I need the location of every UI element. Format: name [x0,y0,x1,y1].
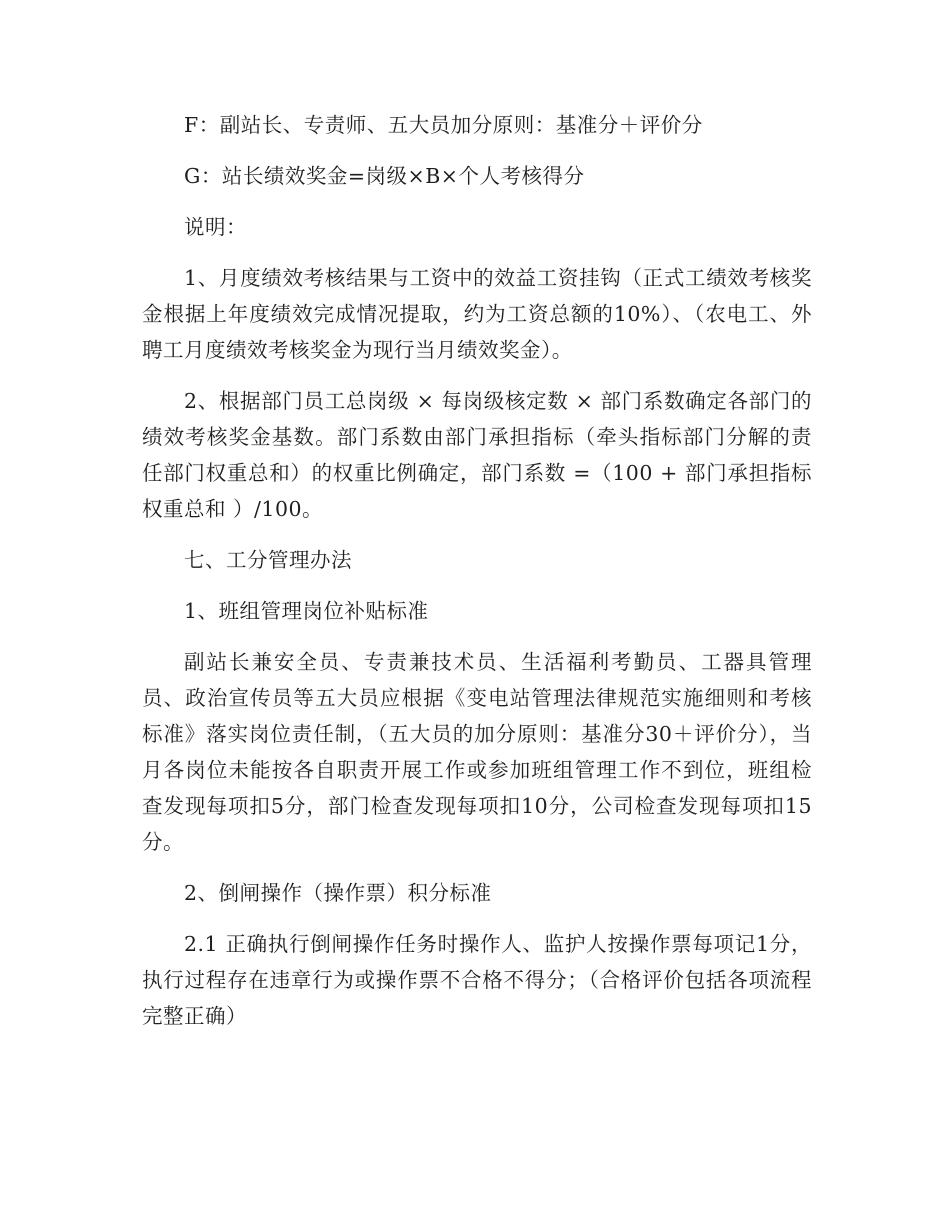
subsection-1-paragraph: 副站长兼安全员、专责兼技术员、生活福利考勤员、工器具管理员、政治宣传员等五大员应根据《变电站管理法律规范实施细则和考核标准》落实岗位责任制，（五大员的加分原则：基准分30＋评价分），当月各岗位未能按各自职责开展工作或参加班组管理工作不到位，班组检查发现每项扣5分，部门检查发现每项扣10分，公司检查发现每项扣15分。 [142,650,812,854]
subsection-2-heading: 2、倒闸操作（操作票）积分标准 [184,881,492,905]
document-body [142,107,812,1049]
rule-g-paragraph: G：站长绩效奖金=岗级×B×个人考核得分 [184,164,585,188]
rule-f-paragraph: F：副站长、专责师、五大员加分原则：基准分＋评价分 [184,113,703,137]
notes-heading: 说明： [184,215,247,239]
note-2-paragraph: 2、根据部门员工总岗级 × 每岗级核定数 × 部门系数确定各部门的绩效考核奖金基数。部门系数由部门承担指标（牵头指标部门分解的责任部门权重总和）的权重比例确定，部门系数 =（100 + 部门承担指标权重总和 ）/100。 [142,389,812,521]
subsection-2-1-paragraph: 2.1 正确执行倒闸操作任务时操作人、监护人按操作票每项记1分，执行过程存在违章行为或操作票不合格不得分；（合格评价包括各项流程完整正确） [142,932,812,1028]
note-1-paragraph: 1、月度绩效考核结果与工资中的效益工资挂钩（正式工绩效考核奖金根据上年度绩效完成情况提取，约为工资总额的10%）、（农电工、外聘工月度绩效考核奖金为现行当月绩效奖金）。 [142,266,812,362]
subsection-1-heading: 1、班组管理岗位补贴标准 [184,599,429,623]
section-7-heading: 七、工分管理办法 [184,548,352,572]
